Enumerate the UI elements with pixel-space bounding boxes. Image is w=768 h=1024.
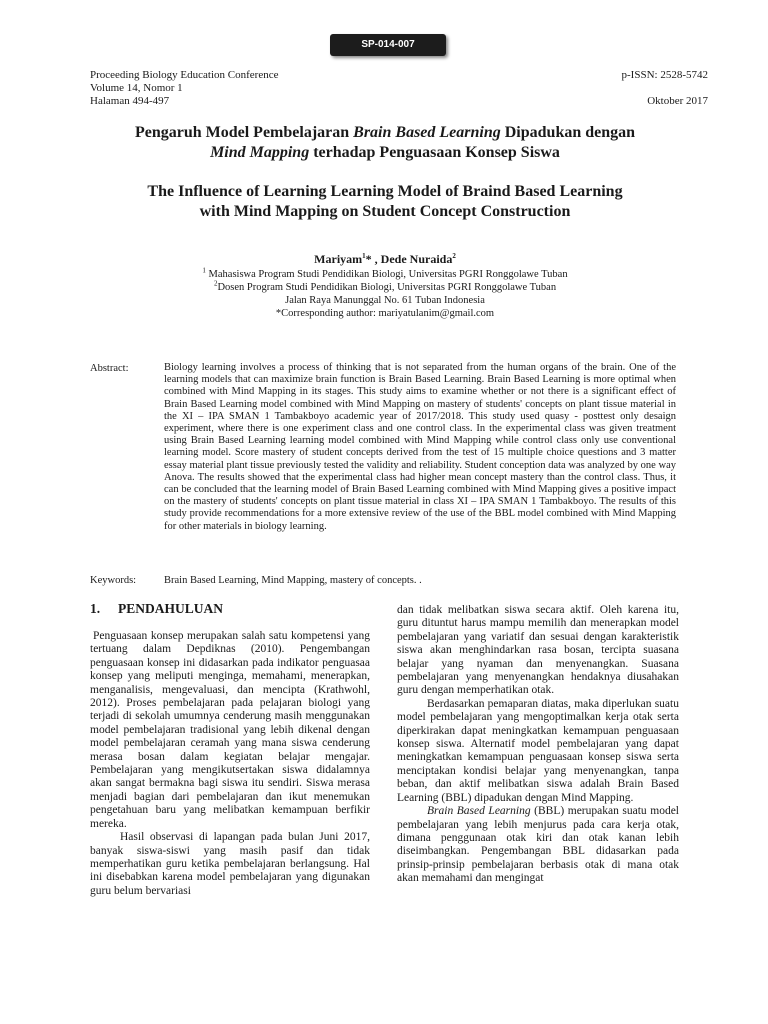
proceeding-name: Proceeding Biology Education Conference <box>90 69 279 81</box>
paragraph: Hasil observasi di lapangan pada bulan Juni 2017, banyak siswa-siswi yang masih pasif dan tidak memperhatikan guru ketika pembelajaran berlangsung. Hal ini disebabkan karena model pembelajaran yang digunakan guru belum bervariasi <box>90 831 370 897</box>
corresponding-author: *Corresponding author: mariyatulanim@gmail.com <box>275 308 495 319</box>
title-english: The Influence of Learning Learning Model of Braind Based Learning with Mind Mapping on Student Concept Construction <box>147 183 623 220</box>
affiliation-1: $^1$ Mahasiswa Program Studi Pendidikan Biologi, Universitas PGRI Ronggolawe Tuban <box>202 266 568 280</box>
keywords-label: Keywords: <box>90 575 137 586</box>
keywords-text: Brain Based Learning, Mind Mapping, mastery of concepts. . <box>164 575 422 586</box>
issn: p-ISSN: 2528-5742 <box>621 69 708 81</box>
page-range: Halaman 494-497 <box>90 95 170 107</box>
volume-number: Volume 14, Nomor 1 <box>90 82 183 94</box>
paragraph: Berdasarkan pemaparan diatas, maka diperlukan suatu model pembelajaran yang mengoptimalkan kerja otak serta diperkirakan dapat meningkatkan kemampuan penguasaan konsep siswa. Alternatif model pembelajaran yang dapat meningkatkan kemampuan penguasaan konsep siswa serta menciptakan kondisi belajar yang menyenangkan, tanpa beban, dan aktif melibatkan siswa adalah Brain Based Learning (BBL) dipadukan dengan Mind Mapping. <box>397 697 679 804</box>
affiliations <box>80 268 690 320</box>
publication-date: Oktober 2017 <box>647 95 708 107</box>
abstract-label: Abstract: <box>90 363 129 374</box>
affiliation-2: $^2$Dosen Program Studi Pendidikan Biologi, Universitas PGRI Ronggolawe Tuban <box>213 279 557 293</box>
proceeding-header <box>90 69 278 108</box>
author-list: Mariyam$^1$* , Dede Nuraida$^2$ <box>314 252 456 266</box>
paper-code-badge: SP-014-007 <box>330 34 446 56</box>
title-indonesian: Pengaruh Model Pembelajaran Brain Based Learning Dipadukan dengan Mind Mapping terhadap Penguasaan Konsep Siswa <box>134 124 636 161</box>
body-column-right <box>397 604 679 886</box>
paragraph: Penguasaan konsep merupakan salah satu kompetensi yang tertuang dalam Depdiknas (2010). Pengembangan penguasaan konsep ini didasarkan pada indikator penguasaa konsep yang meliputi menginga, memahami, menerapkan, menganalisis, mengevaluasi, dan mencipta (Krathwohl, 2012). Proses pembelajaran pada pelajaran biologi yang terjadi di sekolah umumnya cenderung masih menggunakan model pembelajaran tradisional yang lebih dikenal dengan model pembelajaran ceramah yang mana siswa cenderung merasa bosan dalam kegiatan belajar mengajar. Pembelajaran yang mengikutsertakan siswa didalamnya akan sangat bermakna bagi siswa itu sendiri. Siswa merasa menjadi bagian dari pembelajaran dan ikut menemukan pengetahuan baru yang melibatkan kemampuan berfikir mereka. <box>90 630 370 830</box>
section-heading: 1. PENDAHULUAN <box>90 601 224 616</box>
paragraph: dan tidak melibatkan siswa secara aktif. Oleh karena itu, guru dituntut harus mampu memilih dan menerapkan model pembelajaran yang variatif dan sesuai dengan karakteristik siswa akan menghindarkan rasa bosan, tercipta suasana belajar yang nyaman dan menyenangkan. Suasana pembelajaran yang menyenangkan hendaknya diusahakan guru dengan memperhatikan otak. <box>397 604 679 697</box>
paragraph: Brain Based Learning (BBL) merupakan suatu model pembelajaran yang lebih menjurus pada cara kerja otak, dimana penggunaan otak kiri dan otak kanan lebih diseimbangkan. Pengembangan BBL didasarkan pada prinsip-prinsip pembelajaran berbasis otak di mana otak akan memahami dan mengingat <box>397 805 679 885</box>
abstract-text: Biology learning involves a process of thinking that is not separated from the human organs of the brain. One of the learning models that can maximize brain function is Brain Based Learning. Brain Based Learning is more optimal when combined with Mind Mapping in its stages. This study aims to examine whether or not there is a significant effect of Brain Based Learning model combined with Mind Mapping on mastery of students' concepts on plant tissue material in the XI – IPA SMAN 1 Tambakboyo academic year of 2017/2018. This study used quasy - posttest only desaign experiment, where there is one experiment class and one control class. In the experimental class was given treatment using Brain Based Learning learning model combined with Mind Mapping while control class only use conventional learning model. Score mastery of student concepts derived from the test of 15 multiple choice questions and 3 matter essay material plant tissue previously tested the validity and reliability. Student conception data was analyzed by one way Anova. The results showed that the experimental class had higher mean concept mastery than the control class. Thus, it can be concluded that the learning model of Brain Based Learning combined with Mind Mapping gives a positive impact on the mastery of students' concepts on plant tissue material in class XI – IPA SMAN 1 Tambakboyo. The results of this study provide recommendations for a more extensive review of the use of the BBL model combined with Mind Mapping for other materials in biology learning. <box>164 362 676 532</box>
body-column-left <box>90 630 370 898</box>
issn-header <box>622 69 708 108</box>
address: Jalan Raya Manunggal No. 61 Tuban Indonesia <box>285 295 485 306</box>
